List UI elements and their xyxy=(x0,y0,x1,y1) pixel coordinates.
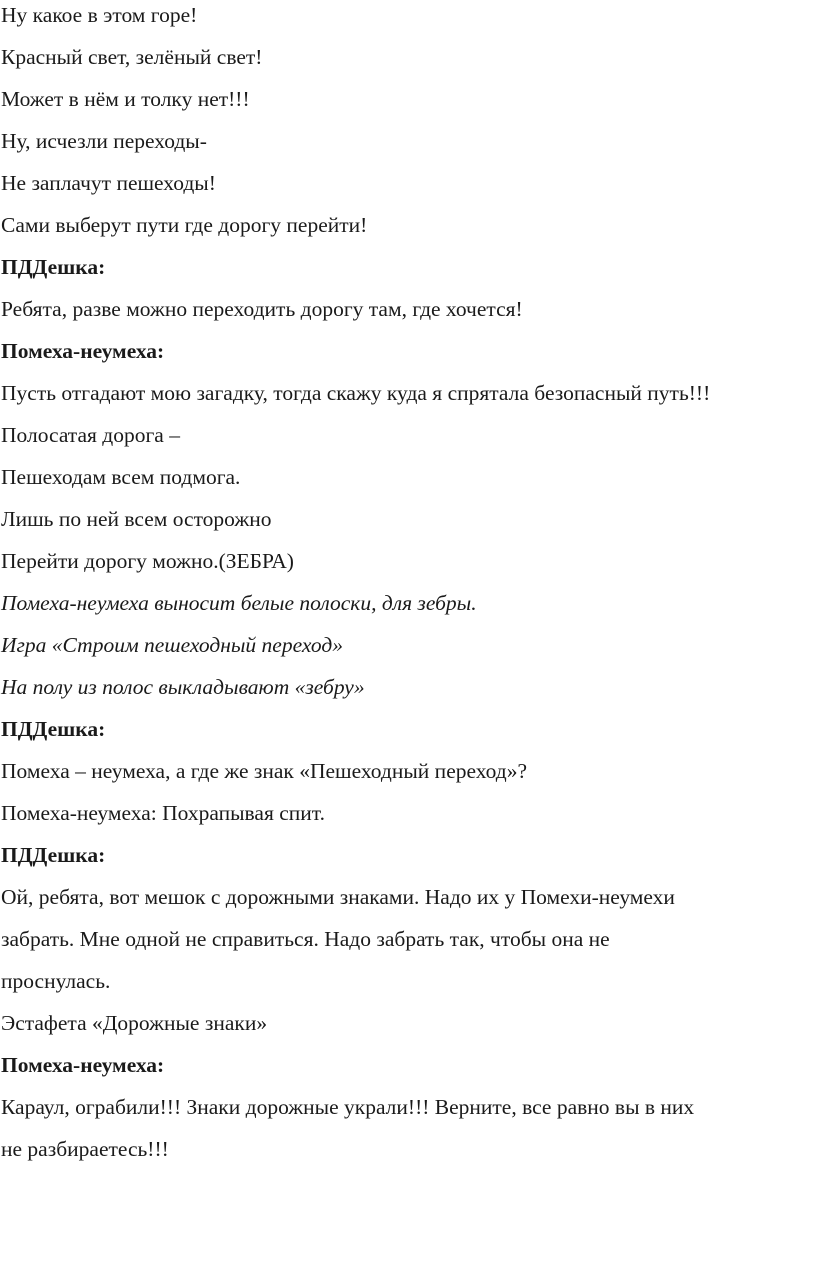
speaker-name: Помеха-неумеха: xyxy=(1,339,165,363)
dialogue-line: Помеха-неумеха: Похрапывая спит. xyxy=(1,801,325,825)
riddle-line: Перейти дорогу можно.(ЗЕБРА) xyxy=(1,549,294,573)
poem-line: Сами выберут пути где дорогу перейти! xyxy=(1,213,368,237)
speaker-name: ПДДешка: xyxy=(1,843,106,867)
dialogue-line: Ой, ребята, вот мешок с дорожными знаками. Надо их у Помехи-неумехи xyxy=(1,885,675,909)
poem-line: Может в нём и толку нет!!! xyxy=(1,87,250,111)
speaker-name: ПДДешка: xyxy=(1,255,106,279)
dialogue-line: Пусть отгадают мою загадку, тогда скажу куда я спрятала безопасный путь!!! xyxy=(1,381,711,405)
dialogue-line: Караул, ограбили!!! Знаки дорожные украли!!! Верните, все равно вы в них xyxy=(1,1095,695,1119)
dialogue-line: забрать. Мне одной не справиться. Надо забрать так, чтобы она не xyxy=(1,927,610,951)
riddle-line: Пешеходам всем подмога. xyxy=(1,465,241,489)
stage-direction: На полу из полос выкладывают «зебру» xyxy=(1,675,365,699)
poem-line: Не заплачут пешеходы! xyxy=(1,171,216,195)
riddle-line: Лишь по ней всем осторожно xyxy=(1,507,272,531)
dialogue-line: не разбираетесь!!! xyxy=(1,1137,169,1161)
poem-line: Ну, исчезли переходы- xyxy=(1,129,207,153)
speaker-name: Помеха-неумеха: xyxy=(1,1053,165,1077)
dialogue-line: Помеха – неумеха, а где же знак «Пешеходный переход»? xyxy=(1,759,528,783)
dialogue-line: Ребята, разве можно переходить дорогу там, где хочется! xyxy=(1,297,523,321)
riddle-line: Полосатая дорога – xyxy=(1,423,180,447)
speaker-name: ПДДешка: xyxy=(1,717,106,741)
dialogue-line: проснулась. xyxy=(1,969,111,993)
poem-line: Красный свет, зелёный свет! xyxy=(1,45,263,69)
activity-title: Эстафета «Дорожные знаки» xyxy=(1,1011,268,1035)
stage-direction: Помеха-неумеха выносит белые полоски, для зебры. xyxy=(1,591,477,615)
stage-direction: Игра «Строим пешеходный переход» xyxy=(1,633,343,657)
poem-line: Ну какое в этом горе! xyxy=(1,3,198,27)
